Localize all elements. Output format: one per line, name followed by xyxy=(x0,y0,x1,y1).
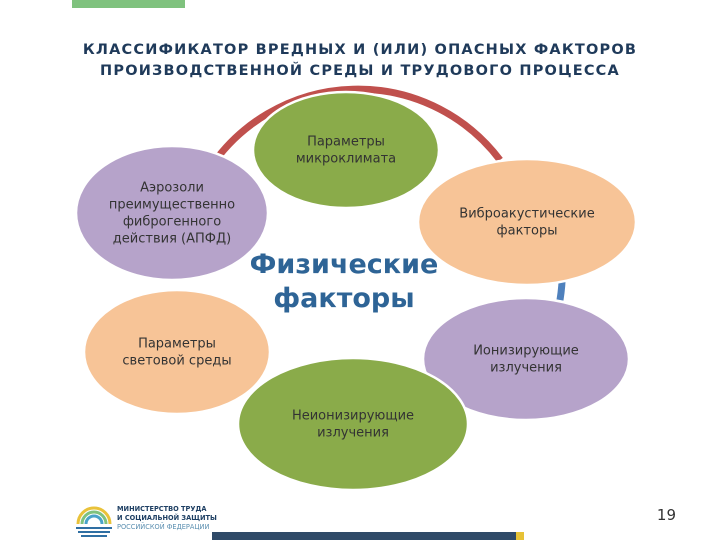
slide-title-line-1: КЛАССИФИКАТОР ВРЕДНЫХ И (ИЛИ) ОПАСНЫХ ФАКТОРОВ xyxy=(82,42,638,58)
bottom-bar-accent xyxy=(516,532,524,540)
ministry-line-1: МИНИСТЕРСТВО ТРУДА xyxy=(117,505,207,513)
node-label-vibroacoustic-line-1: Виброакустические xyxy=(459,206,595,222)
node-label-aerosols-line-4: действия (АПФД) xyxy=(112,231,232,247)
node-shape-microclimate xyxy=(253,92,439,208)
node-label-vibroacoustic-line-2: факторы xyxy=(496,223,558,239)
ministry-line-3: РОССИЙСКОЙ ФЕДЕРАЦИИ xyxy=(117,523,210,531)
node-shape-non-ionizing xyxy=(238,358,468,490)
node-label-aerosols-line-2: преимущественно xyxy=(108,197,236,213)
node-label-microclimate-line-1: Параметры xyxy=(307,134,385,150)
node-shape-light xyxy=(84,290,270,414)
slide-title-line-2: ПРОИЗВОДСТВЕННОЙ СРЕДЫ И ТРУДОВОГО ПРОЦЕССА xyxy=(100,63,620,79)
ministry-name xyxy=(117,505,217,532)
node-shape-aerosols xyxy=(76,146,268,280)
node-label-light-line-2: световой среды xyxy=(122,353,232,369)
node-light xyxy=(84,290,270,414)
node-label-microclimate-line-2: микроклимата xyxy=(295,151,397,167)
node-label-aerosols-line-3: фиброгенного xyxy=(122,214,222,230)
center-label-line-2: факторы xyxy=(273,283,415,314)
ministry-sun-logo-icon xyxy=(74,500,114,538)
node-vibroacoustic xyxy=(418,159,636,285)
node-label-aerosols-line-1: Аэрозоли xyxy=(140,180,204,196)
node-label-ionizing-line-1: Ионизирующие xyxy=(473,343,579,359)
node-shape-vibroacoustic xyxy=(418,159,636,285)
node-label-ionizing-line-2: излучения xyxy=(490,360,562,376)
ministry-line-2: И СОЦИАЛЬНОЙ ЗАЩИТЫ xyxy=(117,514,217,522)
node-microclimate xyxy=(253,92,439,208)
center-label-line-1: Физические xyxy=(249,249,439,280)
node-label-non-ionizing-line-1: Неионизирующие xyxy=(291,408,415,424)
page-number: 19 xyxy=(656,506,676,524)
node-label-non-ionizing-line-2: излучения xyxy=(317,425,389,441)
bottom-bar xyxy=(212,532,516,540)
node-aerosols xyxy=(76,146,268,280)
node-non-ionizing xyxy=(238,358,468,490)
node-label-light-line-1: Параметры xyxy=(138,336,216,352)
